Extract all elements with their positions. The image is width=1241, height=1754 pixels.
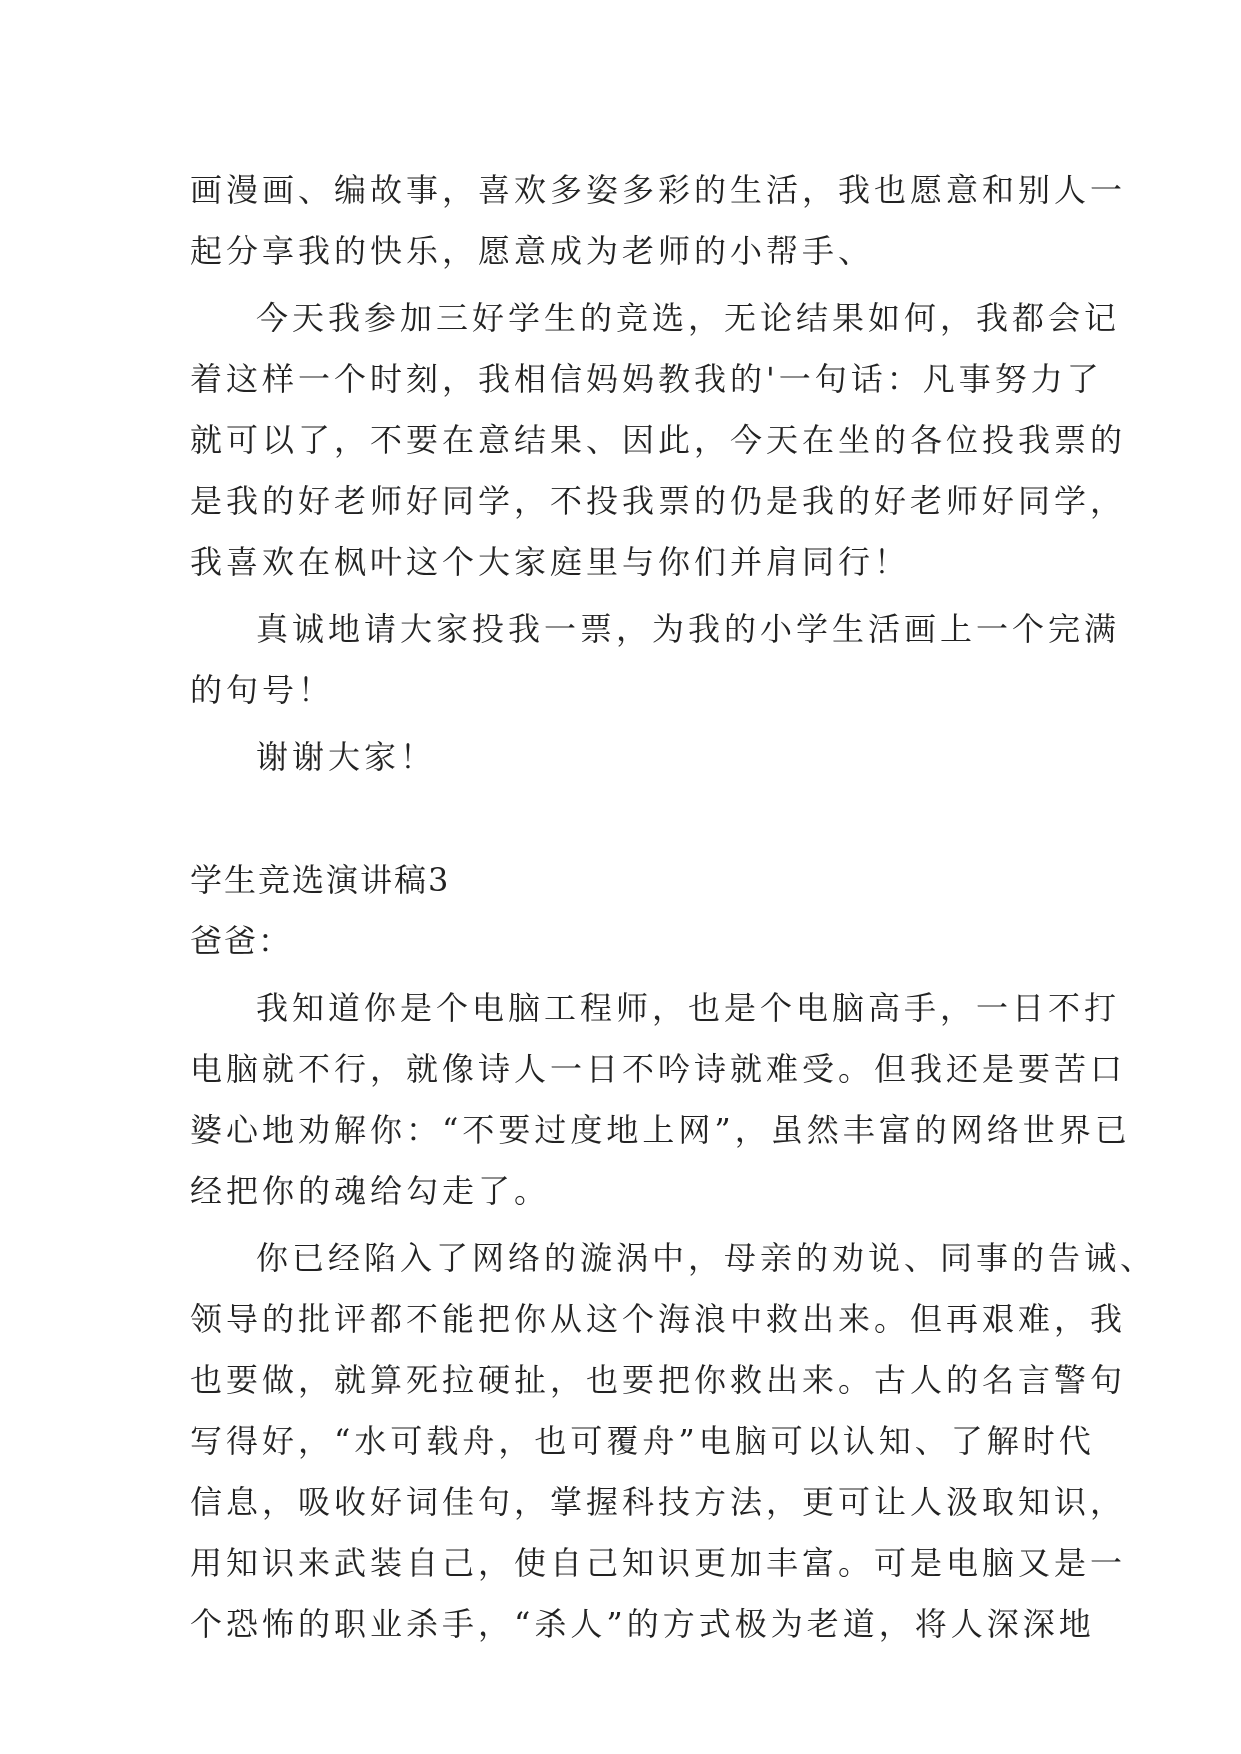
paragraph: [190, 1228, 1157, 1655]
text-line: 用知识来武装自己，使自己知识更加丰富。可是电脑又是一: [190, 1544, 1127, 1582]
text-line: 个恐怖的职业杀手，“杀人”的方式极为老道，将人深深地: [190, 1605, 1095, 1643]
paragraph: [190, 599, 1121, 721]
text-line: 就可以了，不要在意结果、因此，今天在坐的各位投我票的: [190, 421, 1127, 459]
text-line: 今天我参加三好学生的竞选，无论结果如何，我都会记: [256, 299, 1121, 337]
text-line: 领导的批评都不能把你从这个海浪中救出来。但再艰难，我: [190, 1300, 1127, 1338]
text-line: 写得好，“水可载舟，也可覆舟”电脑可以认知、了解时代: [190, 1422, 1095, 1460]
section-header: [190, 850, 1050, 972]
text-line: 是我的好老师好同学，不投我票的仍是我的好老师好同学，: [190, 482, 1127, 520]
text-line: 真诚地请大家投我一票，为我的小学生活画上一个完满: [256, 610, 1121, 648]
text-line: 电脑就不行，就像诗人一日不吟诗就难受。但我还是要苦口: [190, 1050, 1127, 1088]
text-line: 也要做，就算死拉硬扯，也要把你救出来。古人的名言警句: [190, 1361, 1127, 1399]
text-line: 的句号！: [190, 671, 335, 709]
text-line: 经把你的魂给勾走了。: [190, 1172, 551, 1210]
paragraph: [190, 727, 1050, 788]
text-line: 信息，吸收好词佳句，掌握科技方法，更可让人汲取知识，: [190, 1483, 1127, 1521]
text-line: 你已经陷入了网络的漩涡中，母亲的劝说、同事的告诫、: [256, 1239, 1157, 1277]
text-line: 我知道你是个电脑工程师，也是个电脑高手，一日不打: [256, 989, 1121, 1027]
text-line: 我喜欢在枫叶这个大家庭里与你们并肩同行！: [190, 543, 911, 581]
text-line: 画漫画、编故事，喜欢多姿多彩的生活，我也愿意和别人一: [190, 171, 1127, 209]
text-line: 着这样一个时刻，我相信妈妈教我的'一句话：凡事努力了: [190, 360, 1103, 398]
text-line: 谢谢大家！: [256, 738, 437, 776]
salutation: 爸爸：: [190, 922, 293, 960]
paragraph: [190, 288, 1127, 593]
text-line: 婆心地劝解你：“不要过度地上网”，虽然丰富的网络世界已: [190, 1111, 1131, 1149]
paragraph: [190, 978, 1131, 1222]
paragraph: [190, 160, 1127, 282]
document-body: [190, 160, 1157, 1655]
text-line: 起分享我的快乐，愿意成为老师的小帮手、: [190, 232, 875, 270]
section-title: 学生竞选演讲稿3: [190, 861, 451, 899]
